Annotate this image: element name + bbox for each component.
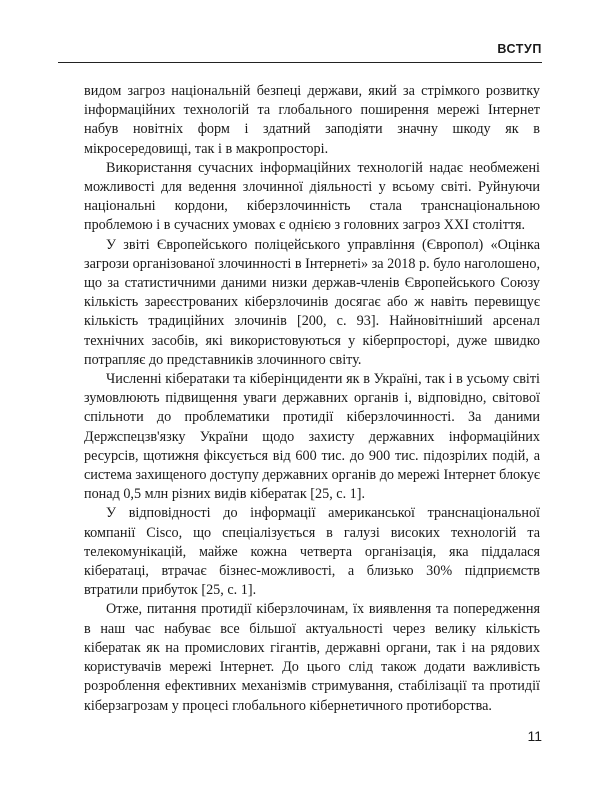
- paragraph: Використання сучасних інформаційних технологій надає необмежені можливості для ведення злочинної діяльності у всьому світі. Руйнуючи національні кордони, кіберзлочинність стала транснаціональною проблемою і в сучасних умовах є однією з головних загроз XXI століття.: [84, 159, 540, 234]
- paragraph: Отже, питання протидії кіберзлочинам, їх виявлення та попередження в наш час набуває все більшої актуальності через велику кількість кібератак як на промислових гігантів, державні органи, так і на рядових користувачів мережі Інтернет. До цього слід також додати важливість розроблення ефективних механізмів стримування, стабілізації та протидії кіберзагрозам у процесі глобального кібернетичного протиборства.: [84, 601, 540, 714]
- paragraph: Численні кібератаки та кіберінциденти як в Україні, так і в усьому світі зумовлюють підвищення уваги державних органів і, відповідно, світової спільноти до проблематики протидії кіберзлочинності. За даними Держспецзв'язку України щодо захисту державних інформаційних ресурсів, щотижня фіксується від 600 тис. до 900 тис. підозрілих подій, а система захищеного доступу державних органів до мережі Інтернет блокує понад 0,5 млн різних видів кібератак [25, с. 1].: [84, 371, 540, 503]
- paragraph: У звіті Європейського поліцейського управління (Європол) «Оцінка загрози організованої злочинності в Інтернеті» за 2018 р. було наголошено, що за статистичними даними низки держав-членів Європейського Союзу кількість зареєстрованих кіберзлочинів досягає або ж навіть перевищує кількість традиційних злочинів [200, с. 93]. Найновітніший арсенал технічних засобів, які використовуються у кіберпросторі, дуже швидко потрапляє до представників злочинного світу.: [84, 236, 540, 368]
- body-text: [84, 82, 540, 716]
- paragraph: видом загроз національній безпеці держави, який за стрімкого розвитку інформаційних технологій та глобального поширення мережі Інтернет набув новітніх форм і здатний заподіяти значну шкоду як в мікросередовищі, так і в макропросторі.: [84, 83, 540, 157]
- running-head: ВСТУП: [497, 42, 542, 56]
- paragraph: У відповідності до інформації американської транснаціональної компанії Cisco, що спеціалізується в галузі високих технологій та телекомунікацій, майже кожна четверта організація, яка піддалася кібератаці, втрачає бізнес-можливості, а близько 30% підприємств втратили прибуток [25, с. 1].: [84, 505, 540, 599]
- page-number: 11: [527, 728, 542, 744]
- header-rule: [58, 62, 542, 63]
